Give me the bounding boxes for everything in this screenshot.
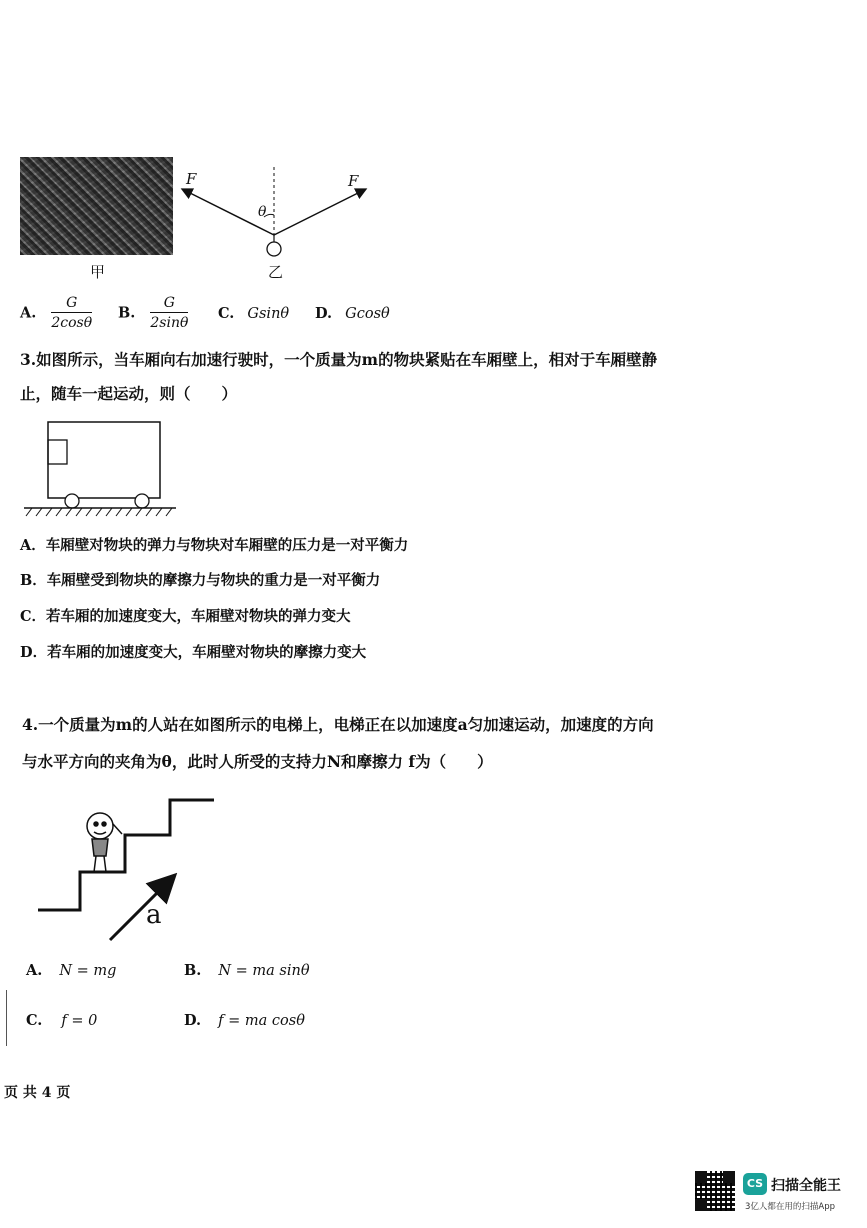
q2-option-b-numerator: G [150, 295, 188, 313]
escalator-diagram [30, 790, 230, 950]
q4-option-c-value: f = 0 [61, 1013, 98, 1029]
q4-stem-line1: 4.一个质量为m的人站在如图所示的电梯上，电梯正在以加速度a匀加速运动，加速度的方向 [22, 715, 654, 734]
q2-option-b-denominator: 2sinθ [150, 315, 189, 331]
force-label-left: F [186, 170, 197, 188]
q3-option-b: B．车厢壁受到物块的摩擦力与物块的重力是一对平衡力 [20, 572, 381, 589]
q3-option-c: C．若车厢的加速度变大，车厢壁对物块的弹力变大 [20, 608, 351, 625]
q2-option-a-numerator: G [51, 295, 92, 313]
margin-line [6, 990, 7, 1046]
q2-option-c [218, 305, 289, 322]
carriage-diagram [20, 418, 180, 520]
q2-option-a-fraction [51, 295, 92, 331]
q4-option-c-label: C. [26, 1012, 43, 1029]
q4-stem-line2: 与水平方向的夹角为θ，此时人所受的支持力N和摩擦力 f为（ ） [22, 752, 493, 771]
q4-option-a-label: A. [26, 962, 43, 979]
photo-figure-jia [20, 157, 173, 255]
page-number: 页 共 4 页 [4, 1085, 71, 1101]
figure-label-jia: 甲 [90, 263, 106, 281]
angle-label-theta: θ [258, 204, 267, 220]
force-label-right: F [348, 172, 359, 190]
q4-option-c [26, 1012, 97, 1029]
q2-option-c-value: Gsinθ [247, 306, 290, 322]
figure-label-yi: 乙 [268, 263, 284, 281]
q2-option-d-value: Gcosθ [345, 306, 390, 322]
q2-option-d [315, 305, 390, 322]
q2-option-a-denominator: 2cosθ [51, 315, 93, 331]
q3-option-a: A．车厢壁对物块的弹力与物块对车厢壁的压力是一对平衡力 [20, 537, 409, 554]
camscanner-logo-icon: CS [743, 1173, 767, 1195]
q2-option-a-label: A. [20, 304, 37, 322]
brand-tagline: 3亿人都在用的扫描App [745, 1202, 836, 1212]
q2-option-b-label: B. [118, 304, 136, 322]
acceleration-label: a [146, 900, 162, 930]
q2-option-c-label: C. [218, 305, 235, 322]
q2-option-b [118, 295, 188, 331]
q3-option-d: D．若车厢的加速度变大，车厢壁对物块的摩擦力变大 [20, 644, 367, 661]
q4-option-d-label: D. [184, 1012, 202, 1029]
q4-option-a [26, 962, 116, 979]
q4-option-b-value: N = ma sinθ [218, 963, 310, 979]
q2-option-d-label: D. [315, 305, 333, 322]
q3-stem-line2: 止，随车一起运动，则（ ） [20, 384, 238, 403]
q4-option-a-value: N = mg [59, 963, 117, 979]
brand-name: 扫描全能王 [771, 1178, 841, 1194]
q4-option-d [184, 1012, 305, 1029]
qr-code-icon [695, 1171, 735, 1211]
q2-option-a [20, 295, 92, 331]
q4-option-d-value: f = ma cosθ [218, 1013, 305, 1029]
person-figure [87, 813, 122, 872]
q4-option-b [184, 962, 310, 979]
q4-option-b-label: B. [184, 962, 202, 979]
q2-option-b-fraction [150, 295, 188, 331]
q3-stem-line1: 3.如图所示，当车厢向右加速行驶时，一个质量为m的物块紧贴在车厢壁上，相对于车厢壁静 [20, 350, 658, 369]
